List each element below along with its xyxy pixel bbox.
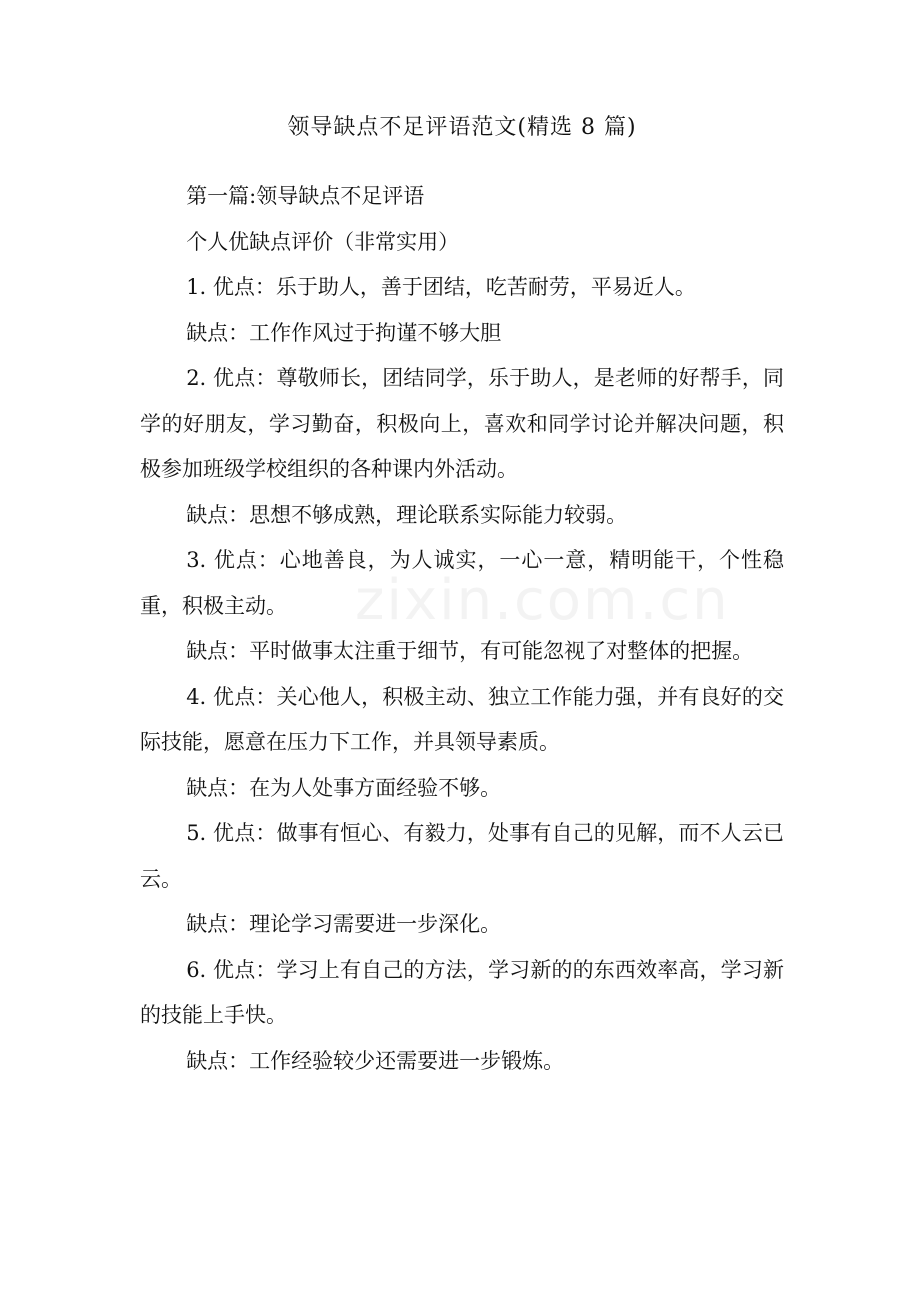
paragraph: 5. 优点：做事有恒心、有毅力，处事有自己的见解，而不人云已云。 — [140, 821, 784, 891]
paragraph: 缺点：理论学习需要进一步深化。 — [186, 912, 502, 936]
paragraph: 1. 优点：乐于助人，善于团结，吃苦耐劳，平易近人。 — [186, 275, 696, 299]
document-body — [140, 174, 784, 1084]
document-page — [140, 0, 784, 1084]
watermark: zixin.com.cn — [355, 568, 730, 633]
paragraph: 缺点：思想不够成熟，理论联系实际能力较弱。 — [186, 502, 628, 527]
paragraph: 6. 优点：学习上有自己的方法，学习新的的东西效率高，学习新的技能上手快。 — [140, 957, 784, 1027]
paragraph: 4. 优点：关心他人，积极主动、独立工作能力强，并有良好的交际技能，愿意在压力下工作，并具领导素质。 — [140, 684, 784, 754]
section-heading: 第一篇:领导缺点不足评语 — [186, 184, 425, 208]
paragraph: 2. 优点：尊敬师长，团结同学，乐于助人，是老师的好帮手，同学的好朋友，学习勤奋，积极向上，喜欢和同学讨论并解决问题，积极参加班级学校组织的各种课内外活动。 — [140, 366, 784, 481]
paragraph: 缺点：在为人处事方面经验不够。 — [186, 775, 502, 800]
paragraph: 缺点：工作作风过于拘谨不够大胆 — [186, 320, 502, 345]
document-title: 领导缺点不足评语范文(精选 8 篇) — [287, 115, 637, 140]
paragraph: 缺点：工作经验较少还需要进一步锻炼。 — [186, 1048, 565, 1073]
paragraph: 缺点：平时做事太注重于细节，有可能忽视了对整体的把握。 — [186, 639, 754, 663]
subheading: 个人优缺点评价（非常实用） — [186, 229, 460, 254]
paragraph: 3. 优点：心地善良，为人诚实，一心一意，精明能干，个性稳重，积极主动。 — [140, 548, 784, 618]
